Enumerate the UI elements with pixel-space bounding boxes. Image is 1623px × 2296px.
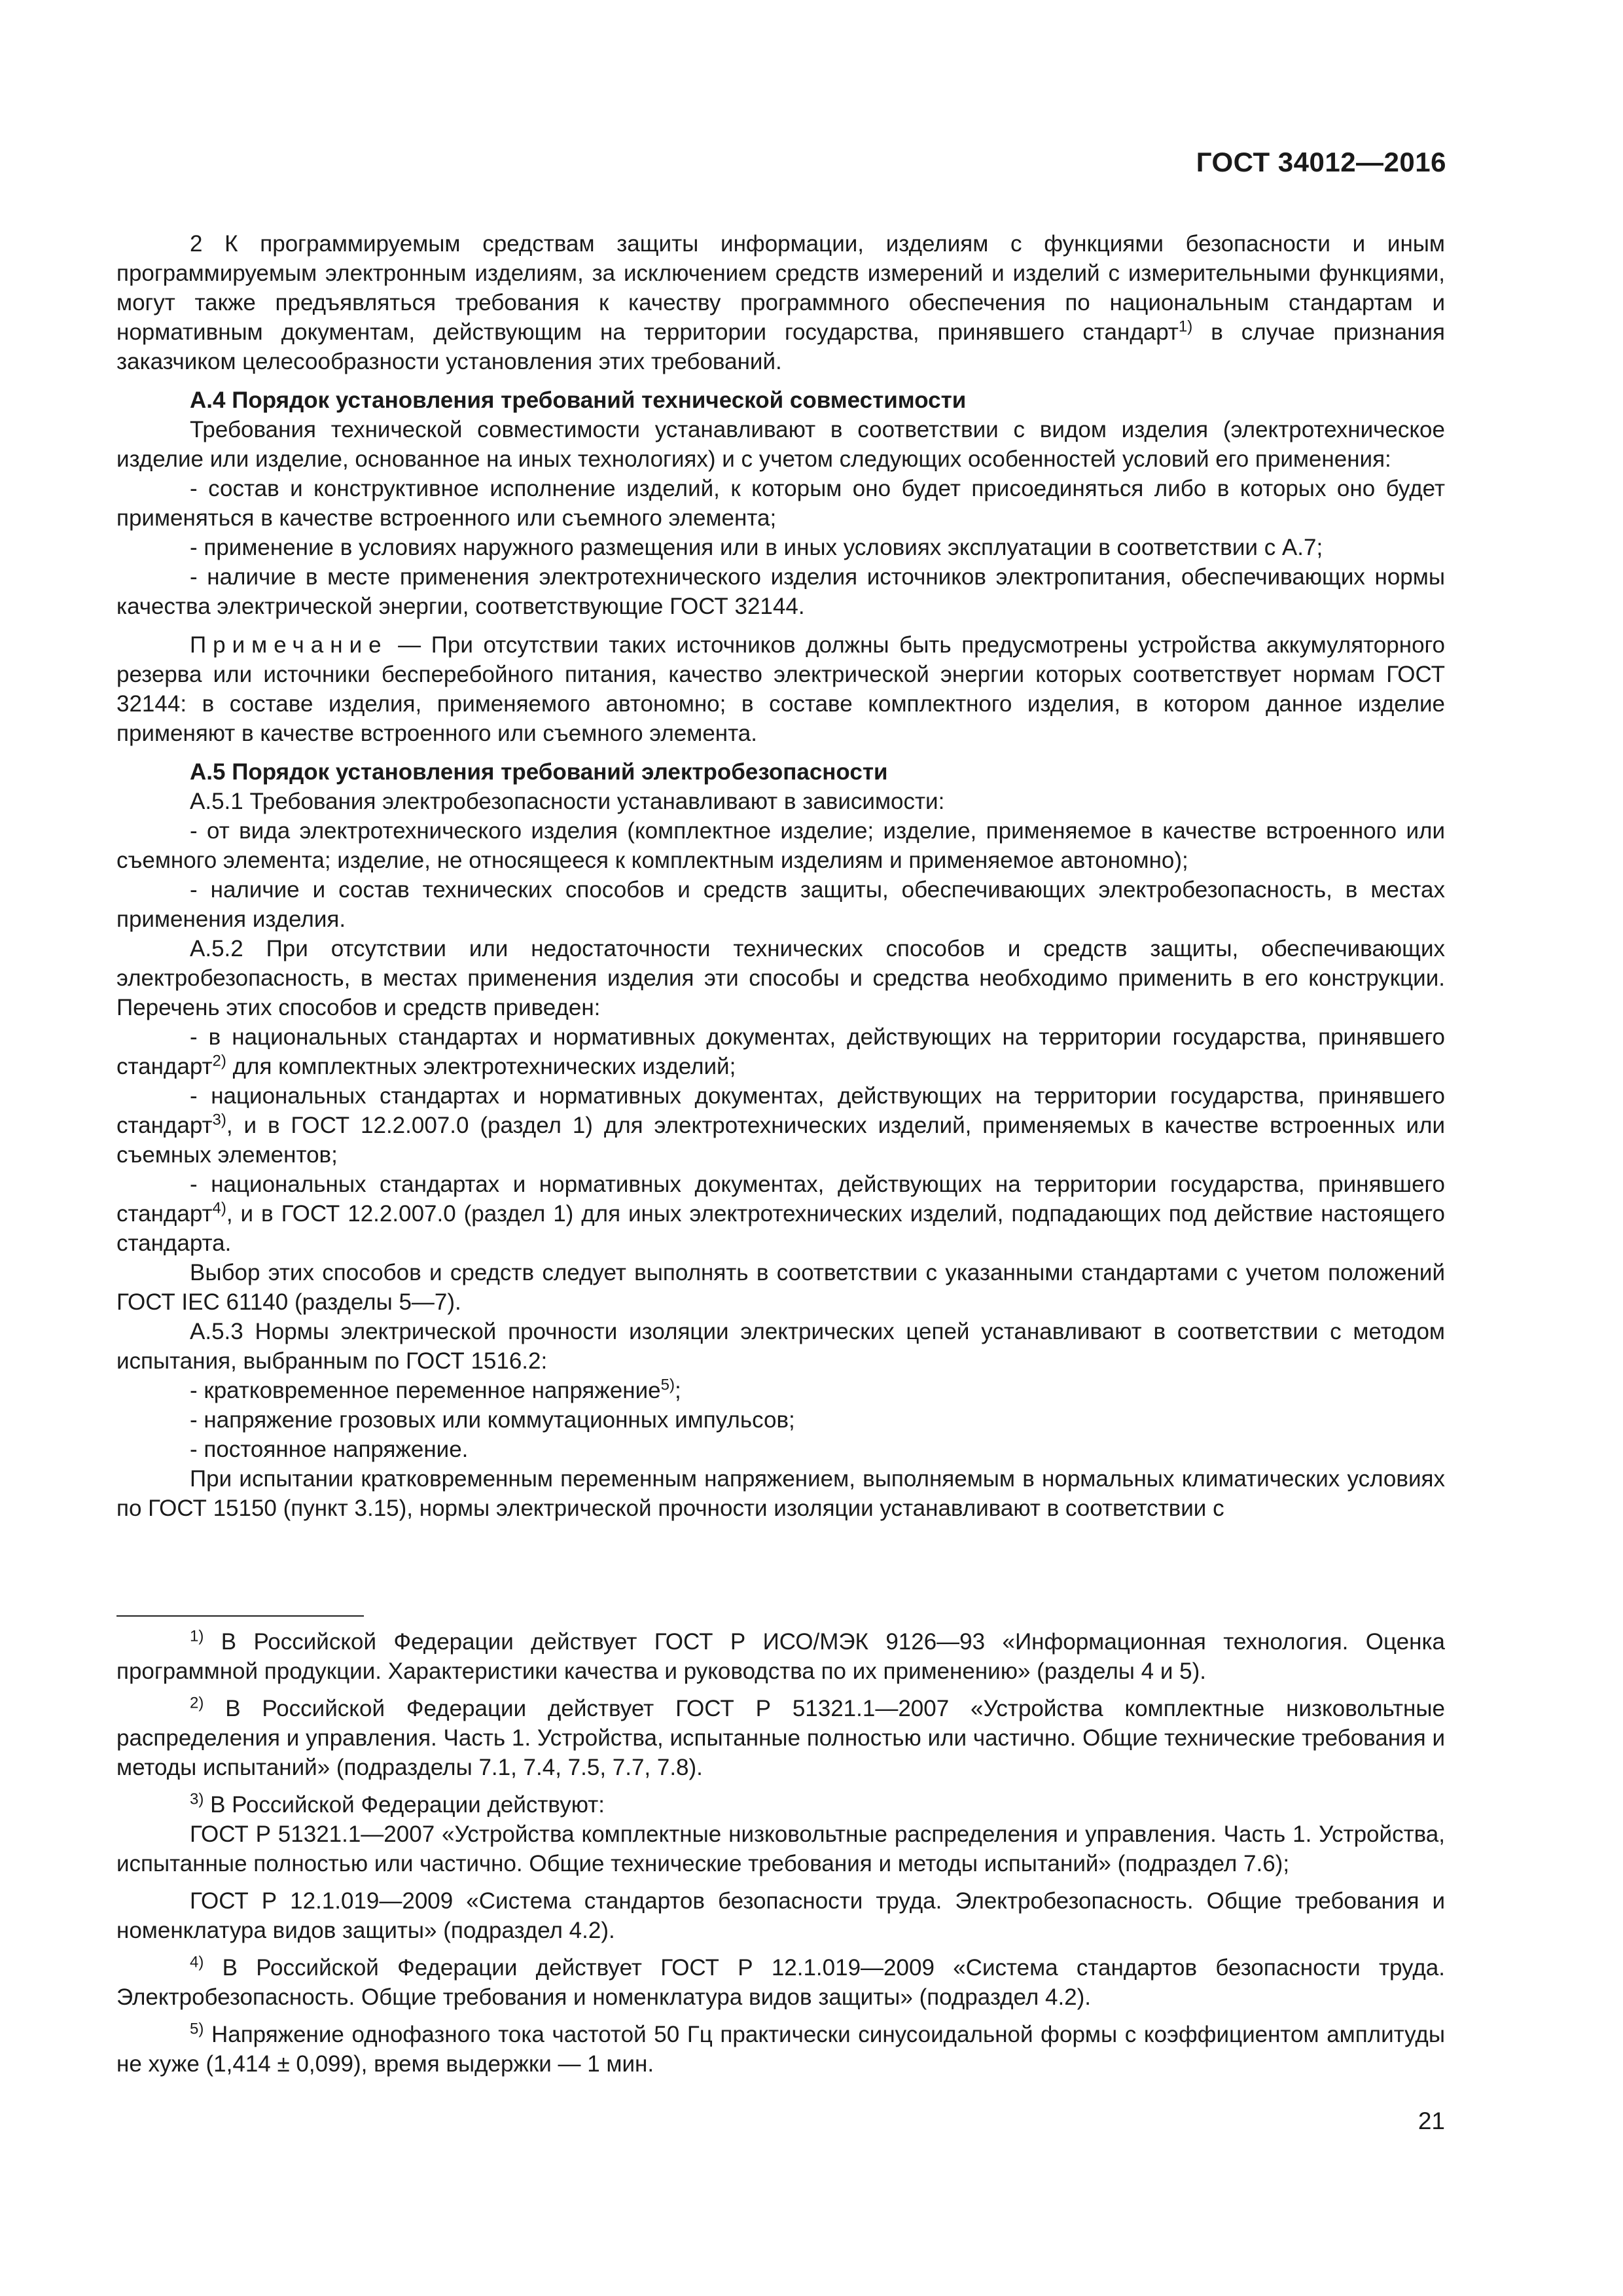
text-run: для комплектных электротехнических изделий; [226, 1054, 736, 1079]
list-item [116, 1022, 1445, 1081]
list-item: - состав и конструктивное исполнение изделий, к которым оно будет присоединяться либо в которых оно будет применяться в качестве встроенного или съемного элемента; [116, 476, 1445, 531]
list-item: - напряжение грозовых или коммутационных импульсов; [190, 1407, 795, 1433]
footnote-mark: 3) [190, 1790, 204, 1808]
footnote-3-item: ГОСТ Р 51321.1—2007 «Устройства комплектные низковольтные распределения и управления. Часть 1. Устройства, испытанные полностью или частично. Общие технические требования и методы испытаний» (подраздел 7.6); [116, 1821, 1445, 1876]
heading-a5: А.5 Порядок установления требований электробезопасности [190, 759, 888, 785]
text-run: , и в ГОСТ 12.2.007.0 (раздел 1) для иных электротехнических изделий, подпадающих под действие настоящего стандарта. [116, 1201, 1445, 1256]
footnote-text: В Российской Федерации действует ГОСТ Р ИСО/МЭК 9126—93 «Информационная технология. Оценка программной продукции. Характеристики качества и руководства по их применению» (разделы 4 и 5). [116, 1629, 1445, 1684]
paragraph-a53: А.5.3 Нормы электрической прочности изоляции электрических цепей устанавливают в соответствии с методом испытания, выбранным по ГОСТ 1516.2: [116, 1319, 1445, 1374]
footnote-separator [116, 1615, 364, 1617]
paragraph-a51: А.5.1 Требования электробезопасности устанавливают в зависимости: [190, 789, 945, 814]
list-item: - от вида электротехнического изделия (комплектное изделие; изделие, применяемое в качестве встроенного или съемного элемента; изделие, не относящееся к комплектным изделиям и применяемое автономно); [116, 818, 1445, 873]
footnote-mark: 2) [190, 1694, 204, 1712]
footnote-3 [116, 1790, 1445, 1820]
text-run: - национальных стандартах и нормативных документах, действующих на территории государства, принявшего стандарт [116, 1172, 1445, 1227]
footnote-text: Напряжение однофазного тока частотой 50 Гц практически синусоидальной формы с коэффициентом амплитуды не хуже (1,414 ± 0,099), время выдержки — 1 мин. [116, 2022, 1445, 2077]
list-item [116, 1170, 1445, 1258]
list-item: - постоянное напряжение. [190, 1437, 469, 1462]
standard-code-header: ГОСТ 34012—2016 [1196, 147, 1446, 177]
footnote-ref-4: 4) [212, 1199, 226, 1217]
text-run: в случае признания заказчиком целесообразности установления этих требований. [116, 319, 1445, 374]
footnote-mark: 4) [190, 1953, 204, 1971]
text-run: - в национальных стандартах и нормативных документах, действующих на территории государства, принявшего стандарт [116, 1024, 1445, 1079]
page-number: 21 [1418, 2108, 1445, 2134]
footnote-4 [116, 1953, 1445, 2012]
paragraph-a4-intro: Требования технической совместимости устанавливают в соответствии с видом изделия (электротехническое изделие или изделие, основанное на иных технологиях) и с учетом следующих особенностей условий его применения: [116, 417, 1445, 472]
footnote-ref-3: 3) [212, 1111, 226, 1129]
footnotes [116, 1627, 1445, 2087]
paragraph-note-2 [116, 229, 1445, 376]
footnote-ref-5: 5) [660, 1376, 675, 1394]
note-text: — При отсутствии таких источников должны быть предусмотрены устройства аккумуляторного резерва или источники бесперебойного питания, качество электрической энергии которых соответствует нормам ГОСТ 32144: в составе изделия, применяемого автономно; в составе комплектного изделия, в котором данное изделие применяют в качестве встроенного или съемного элемента. [116, 632, 1445, 746]
text-run: 2 К программируемым средствам защиты информации, изделиям с функциями безопасности и иным программируемым электронным изделиям, за исключением средств измерений и изделий с измерительными функциями, могут также предъявляться требования к качеству программного обеспечения по национальным стандартам и нормативным документам, действующим на территории государства, принявшего стандарт [116, 231, 1445, 345]
footnote-1 [116, 1627, 1445, 1686]
footnote-text: В Российской Федерации действует ГОСТ Р 12.1.019—2009 «Система стандартов безопасности труда. Электробезопасность. Общие требования и номенклатура видов защиты» (подраздел 4.2). [116, 1955, 1445, 2010]
text-run: - национальных стандартах и нормативных документах, действующих на территории государства, принявшего стандарт [116, 1083, 1445, 1138]
footnote-mark: 1) [190, 1627, 204, 1645]
note-label: Примечание [190, 632, 388, 658]
note-a4 [116, 630, 1445, 748]
footnote-3-item: ГОСТ Р 12.1.019—2009 «Система стандартов безопасности труда. Электробезопасность. Общие требования и номенклатура видов защиты» (подраздел 4.2). [116, 1888, 1445, 1943]
footnote-ref-1: 1) [1178, 317, 1193, 336]
footnote-mark: 5) [190, 2020, 204, 2038]
text-run: - кратковременное переменное напряжение [190, 1378, 661, 1403]
body-text [116, 229, 1445, 1523]
footnote-text: В Российской Федерации действует ГОСТ Р 51321.1—2007 «Устройства комплектные низковольтные распределения и управления. Часть 1. Устройства, испытанные полностью или частично. Общие технические требования и методы испытаний» (подразделы 7.1, 7.4, 7.5, 7.7, 7.8). [116, 1696, 1445, 1780]
list-item [116, 1081, 1445, 1170]
paragraph-a52-choice: Выбор этих способов и средств следует выполнять в соответствии с указанными стандартами с учетом положений ГОСТ IEC 61140 (разделы 5—7). [116, 1260, 1445, 1315]
list-item [116, 1376, 1445, 1405]
list-item: - наличие и состав технических способов и средств защиты, обеспечивающих электробезопасность, в местах применения изделия. [116, 877, 1445, 932]
list-item: - применение в условиях наружного размещения или в иных условиях эксплуатации в соответствии с А.7; [190, 535, 1323, 560]
paragraph-a52: А.5.2 При отсутствии или недостаточности технических способов и средств защиты, обеспечивающих электробезопасность, в местах применения изделия эти способы и средства необходимо применить в его конструкции. Перечень этих способов и средств приведен: [116, 936, 1445, 1020]
footnote-ref-2: 2) [212, 1052, 226, 1070]
text-run: , и в ГОСТ 12.2.007.0 (раздел 1) для электротехнических изделий, применяемых в качестве встроенных или съемных элементов; [116, 1113, 1445, 1168]
footnote-5 [116, 2020, 1445, 2079]
list-item: - наличие в месте применения электротехнического изделия источников электропитания, обеспечивающих нормы качества электрической энергии, соответствующие ГОСТ 32144. [116, 564, 1445, 619]
text-run: ; [674, 1378, 681, 1403]
heading-a4: А.4 Порядок установления требований технической совместимости [190, 387, 967, 413]
footnote-2 [116, 1694, 1445, 1782]
paragraph-a53-last: При испытании кратковременным переменным напряжением, выполняемым в нормальных климатических условиях по ГОСТ 15150 (пункт 3.15), нормы электрической прочности изоляции устанавливают в соответствии с [116, 1466, 1445, 1521]
footnote-text: В Российской Федерации действуют: [204, 1792, 605, 1818]
